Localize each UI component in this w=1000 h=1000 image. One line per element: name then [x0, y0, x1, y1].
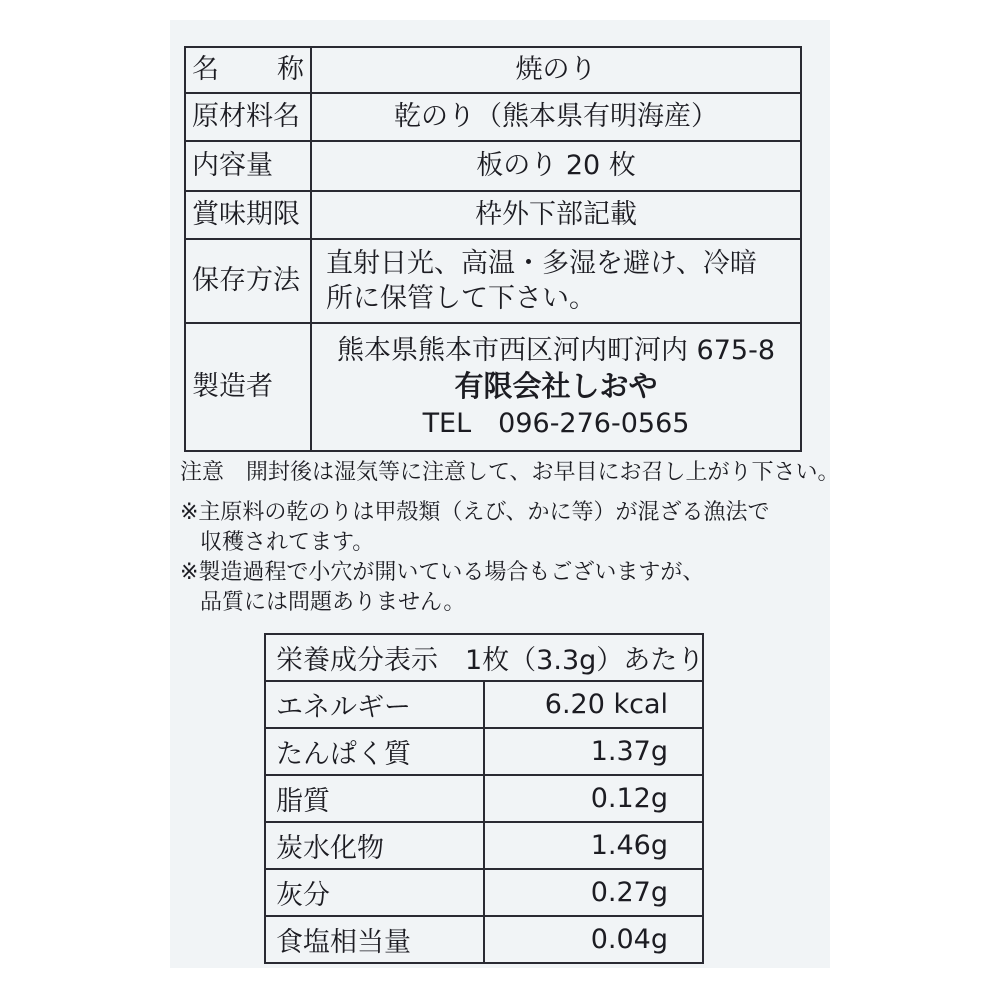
nutrition-row	[265, 916, 703, 963]
allergen-note-line-2: 収穫されてます。	[200, 530, 375, 555]
manufacturer-address: 熊本県熊本市西区河内町河内 675-8	[336, 335, 776, 367]
quality-note-line-1: ※製造過程で小穴が開いている場合もございますが、	[180, 560, 705, 585]
allergen-note-line-1: ※主原料の乾のりは甲殻類（えび、かに等）が混ざる漁法で	[180, 500, 770, 525]
nutrition-label: 食塩相当量	[265, 916, 484, 963]
nutrition-row	[265, 775, 703, 822]
info-label-text: 名 称	[192, 54, 304, 86]
info-value-name: 焼のり	[311, 47, 801, 93]
info-row-storage	[185, 239, 801, 323]
nutrition-value: 1.37g	[484, 728, 703, 775]
info-value-manufacturer	[311, 323, 801, 451]
nutrition-label: 脂質	[265, 775, 484, 822]
nutrition-value: 6.20 kcal	[484, 681, 703, 728]
nutrition-value: 0.27g	[484, 869, 703, 916]
manufacturer-tel: TEL 096-276-0565	[422, 407, 690, 439]
manufacturer-company: 有限会社しおや	[454, 369, 658, 404]
caution-note: 注意 開封後は湿気等に注意して、お早目にお召し上がり下さい。	[180, 460, 840, 485]
nutrition-value: 0.04g	[484, 916, 703, 963]
nutrition-table	[264, 633, 704, 964]
quality-note-line-2: 品質には問題ありません。	[200, 590, 466, 615]
nutrition-header: 栄養成分表示 1枚（3.3g）あたり	[265, 634, 703, 681]
nutrition-label: エネルギー	[265, 681, 484, 728]
nutrition-value: 0.12g	[484, 775, 703, 822]
nutrition-row	[265, 869, 703, 916]
info-row-contents	[185, 141, 801, 191]
info-value-contents: 板のり 20 枚	[311, 141, 801, 191]
nutrition-label: 炭水化物	[265, 822, 484, 869]
nutrition-label: 灰分	[265, 869, 484, 916]
nutrition-label: たんぱく質	[265, 728, 484, 775]
product-info-table	[184, 46, 802, 452]
nutrition-row	[265, 681, 703, 728]
nutrition-row	[265, 728, 703, 775]
nutrition-value: 1.46g	[484, 822, 703, 869]
storage-line-2: 所に保管して下さい。	[326, 283, 596, 314]
info-row-ingredients	[185, 93, 801, 141]
info-value-storage	[311, 239, 801, 323]
notes-section	[180, 458, 840, 618]
info-row-name	[185, 47, 801, 93]
info-label-storage: 保存方法	[185, 239, 311, 323]
info-value-best-before: 枠外下部記載	[311, 191, 801, 239]
info-label-ingredients: 原材料名	[185, 93, 311, 141]
info-label-name	[185, 47, 311, 93]
storage-line-1: 直射日光、高温・多湿を避け、冷暗	[326, 247, 757, 279]
info-row-best-before	[185, 191, 801, 239]
info-value-ingredients: 乾のり（熊本県有明海産）	[311, 93, 801, 141]
nutrition-row	[265, 822, 703, 869]
info-label-contents: 内容量	[185, 141, 311, 191]
info-row-manufacturer	[185, 323, 801, 451]
info-label-best-before: 賞味期限	[185, 191, 311, 239]
info-label-manufacturer: 製造者	[185, 323, 311, 451]
nutrition-header-row	[265, 634, 703, 681]
